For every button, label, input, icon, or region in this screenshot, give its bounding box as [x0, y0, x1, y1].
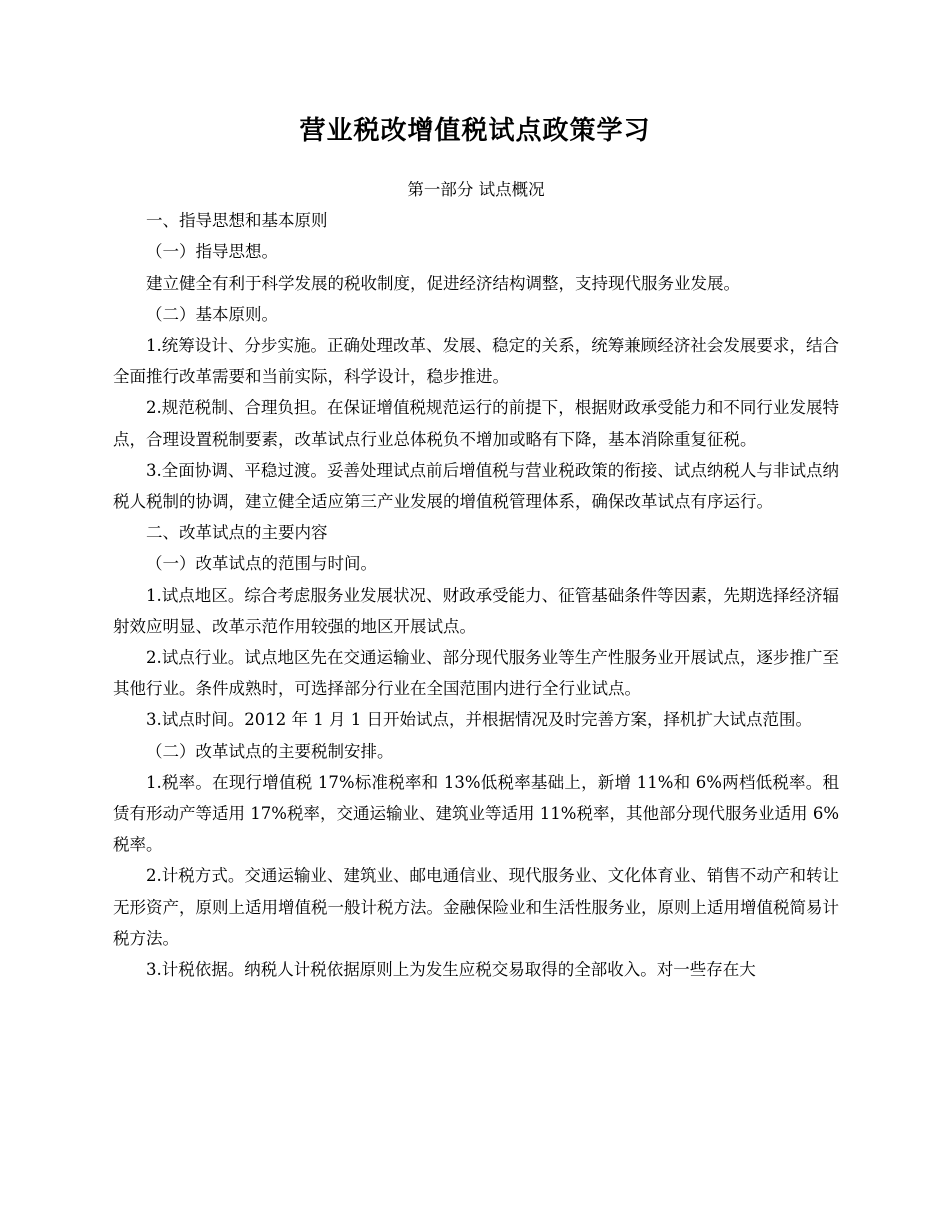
paragraph: 1.统筹设计、分步实施。正确处理改革、发展、稳定的关系，统筹兼顾经济社会发展要求，结合全面推行改革需要和当前实际，科学设计，稳步推进。 — [113, 336, 839, 387]
paragraph: 1.试点地区。综合考虑服务业发展状况、财政承受能力、征管基础条件等因素，先期选择经济辐射效应明显、改革示范作用较强的地区开展试点。 — [113, 585, 839, 636]
section-heading: 一、指导思想和基本原则 — [146, 211, 328, 231]
paragraph: 2.计税方式。交通运输业、建筑业、邮电通信业、现代服务业、文化体育业、销售不动产和转让无形资产，原则上适用增值税一般计税方法。金融保险业和生活性服务业，原则上适用增值税简易计税方法。 — [113, 866, 839, 948]
subsection-heading: （二）基本原则。 — [146, 304, 278, 324]
paragraph: 2.试点行业。试点地区先在交通运输业、部分现代服务业等生产性服务业开展试点，逐步推广至其他行业。条件成熟时，可选择部分行业在全国范围内进行全行业试点。 — [113, 648, 839, 699]
paragraph: 2.规范税制、合理负担。在保证增值税规范运行的前提下，根据财政承受能力和不同行业发展特点，合理设置税制要素，改革试点行业总体税负不增加或略有下降，基本消除重复征税。 — [113, 398, 839, 449]
subsection-heading: （一）指导思想。 — [146, 242, 278, 262]
part-heading: 第一部分 试点概况 — [407, 180, 545, 199]
subsection-heading: （二）改革试点的主要税制安排。 — [146, 741, 394, 761]
document-body — [113, 174, 839, 985]
paragraph: 1.税率。在现行增值税 17%标准税率和 13%低税率基础上，新增 11%和 6%两档低税率。租赁有形动产等适用 17%税率，交通运输业、建筑业等适用 11%税率，其他部分现代服务业适用 6%税率。 — [113, 772, 839, 855]
section-heading: 二、改革试点的主要内容 — [146, 523, 328, 543]
paragraph: 3.计税依据。纳税人计税依据原则上为发生应税交易取得的全部收入。对一些存在大 — [146, 960, 756, 980]
paragraph: 建立健全有利于科学发展的税收制度，促进经济结构调整，支持现代服务业发展。 — [146, 273, 740, 293]
paragraph: 3.全面协调、平稳过渡。妥善处理试点前后增值税与营业税政策的衔接、试点纳税人与非试点纳税人税制的协调，建立健全适应第三产业发展的增值税管理体系，确保改革试点有序运行。 — [113, 460, 839, 512]
paragraph: 3.试点时间。2012 年 1 月 1 日开始试点，并根据情况及时完善方案，择机扩大试点范围。 — [146, 710, 812, 730]
document-title: 营业税改增值税试点政策学习 — [299, 116, 651, 146]
subsection-heading: （一）改革试点的范围与时间。 — [146, 554, 377, 574]
